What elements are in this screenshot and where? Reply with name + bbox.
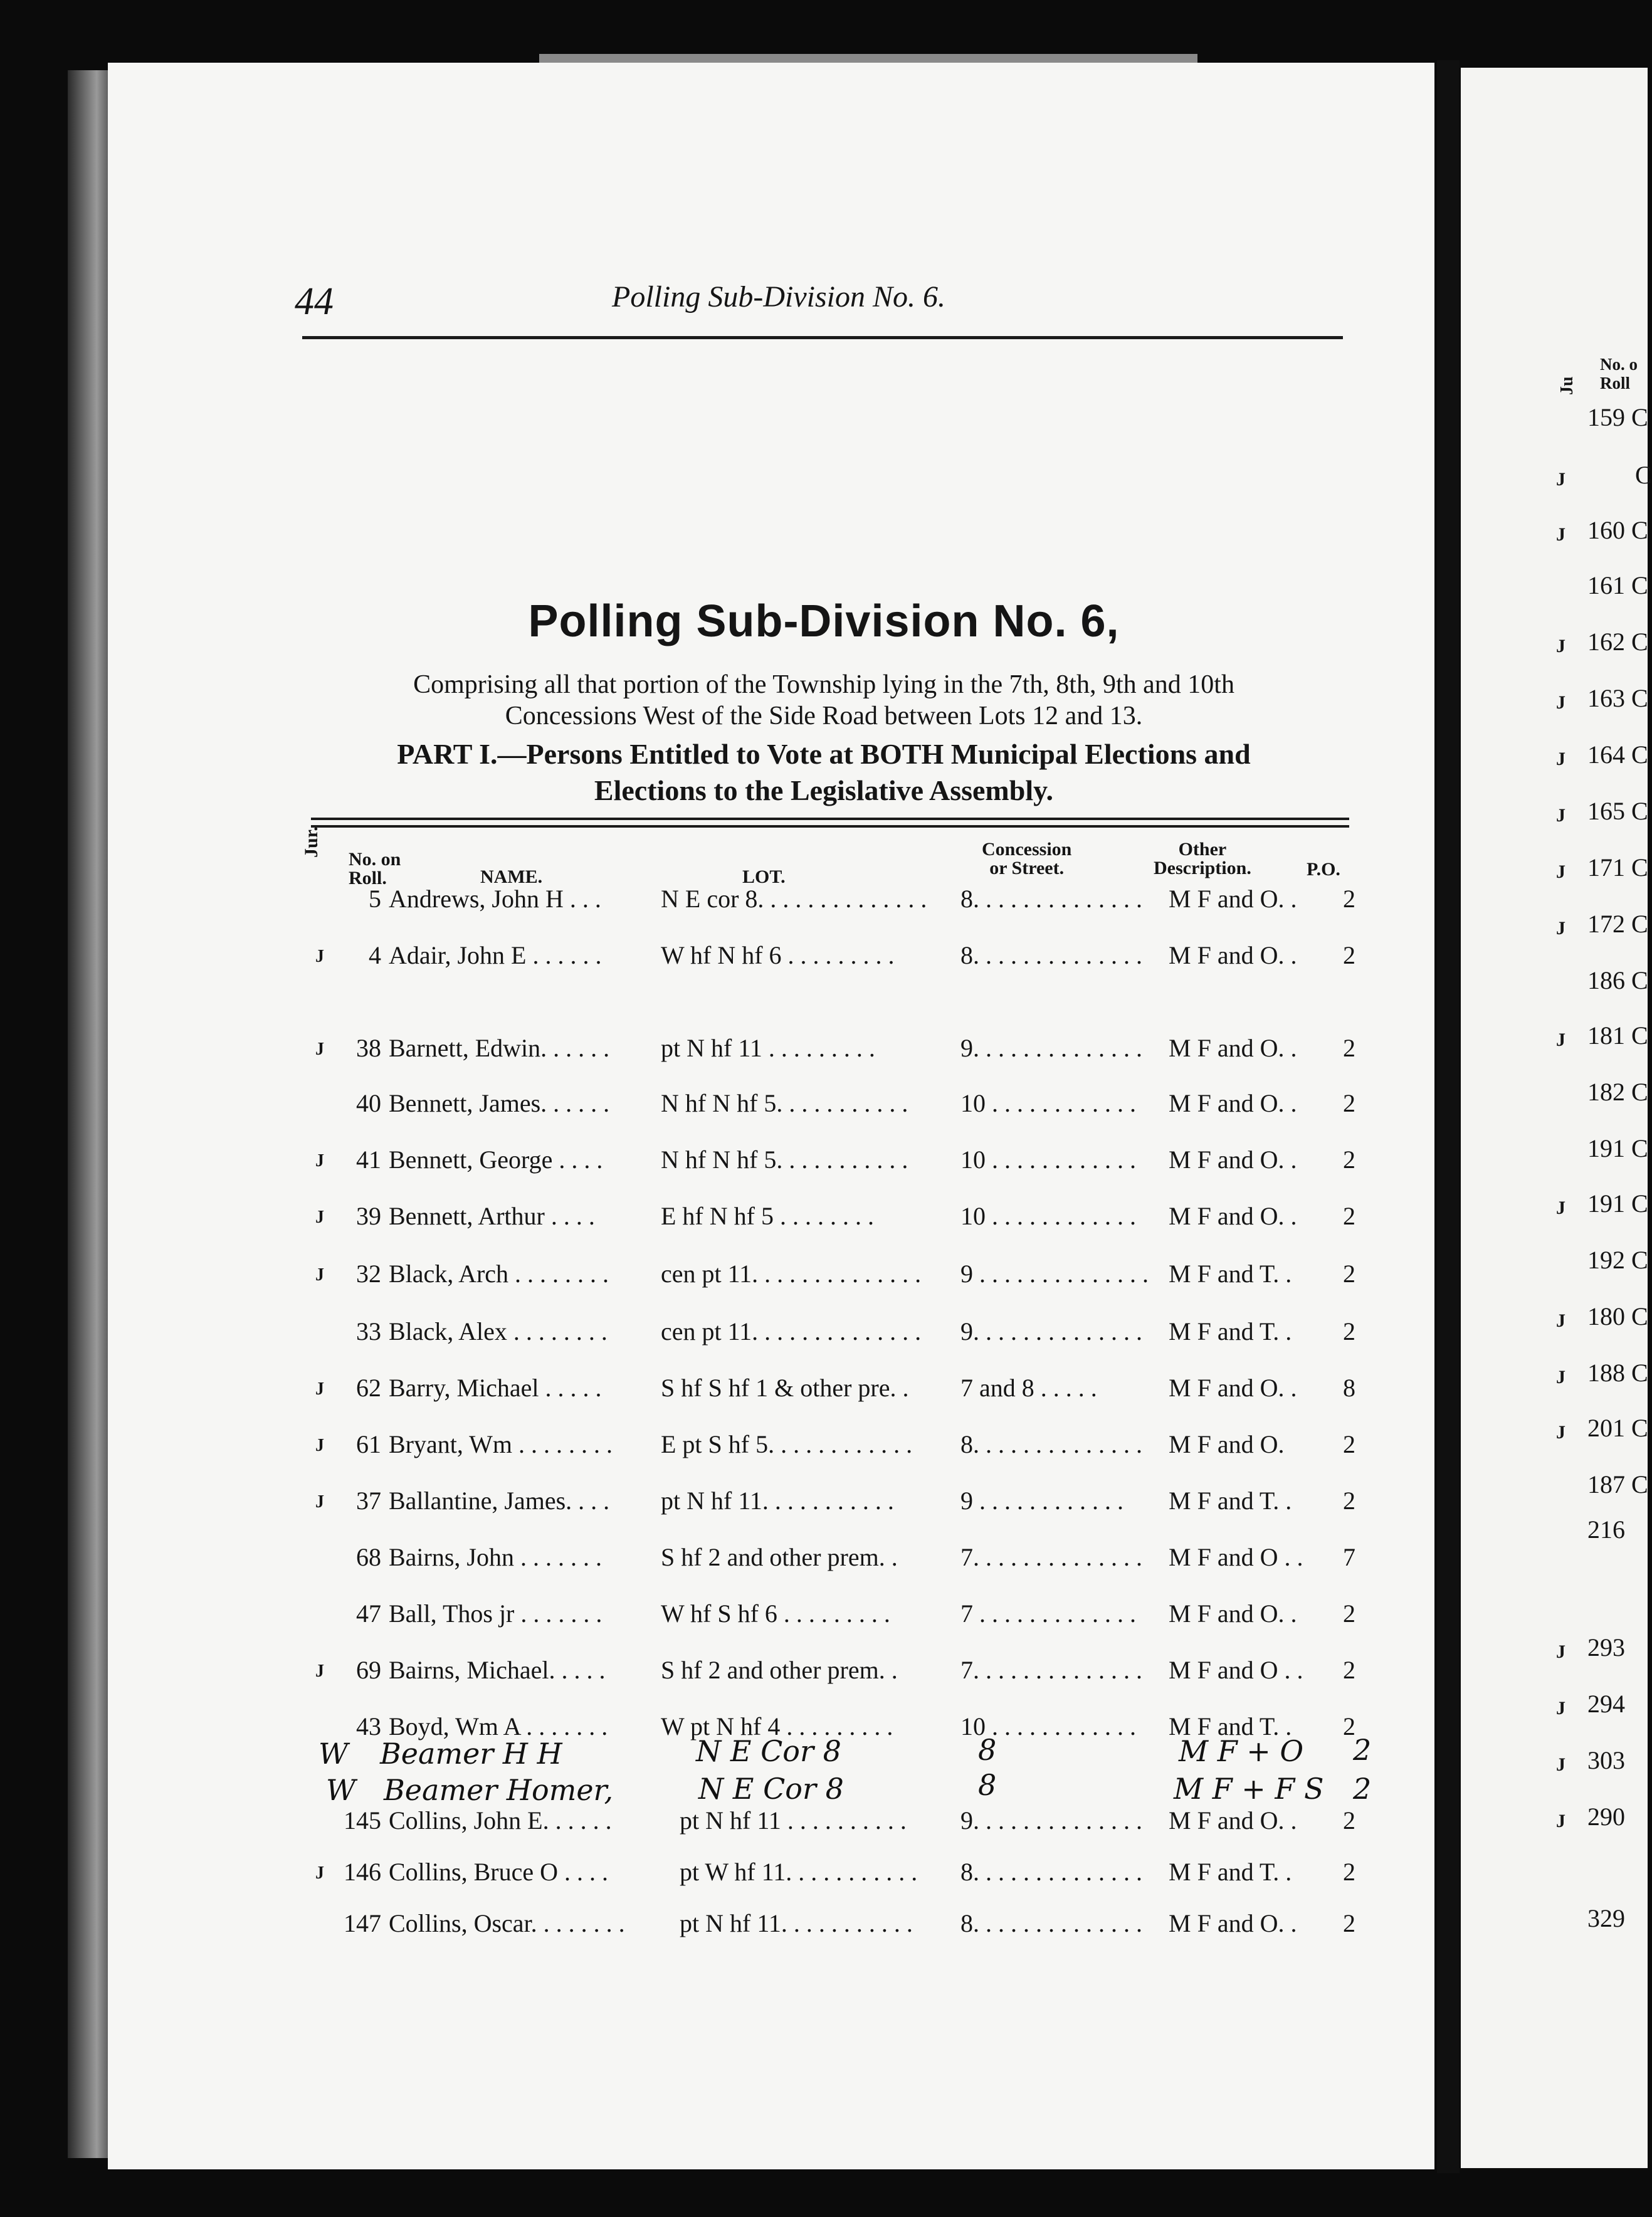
handwritten-lot: N E Cor 8 <box>698 1772 844 1806</box>
other-description: M F and T. . <box>1169 1487 1292 1515</box>
concession: 8. . . . . . . . . . . . . . <box>960 1909 1142 1937</box>
facing-roll-number: 182 C <box>1587 1078 1648 1106</box>
facing-jurisdiction-mark: J <box>1556 1422 1565 1443</box>
voter-name: Black, Alex . . . . . . . . <box>389 1317 608 1345</box>
facing-roll-number: 159 C <box>1587 403 1648 431</box>
jurisdiction-mark: J <box>315 1040 324 1059</box>
other-description: M F and O. <box>1169 1430 1285 1458</box>
facing-jurisdiction-mark: J <box>1556 1198 1565 1218</box>
other-description: M F and O. . <box>1169 885 1297 913</box>
facing-roll-number: 290 <box>1587 1803 1625 1831</box>
facing-roll-number: 164 C <box>1587 740 1648 769</box>
facing-jurisdiction-mark: J <box>1556 1310 1565 1331</box>
jurisdiction-mark: J <box>315 1379 324 1399</box>
facing-roll-number: 303 <box>1587 1746 1625 1774</box>
concession: 9. . . . . . . . . . . . . . <box>960 1317 1142 1345</box>
voter-name: Barnett, Edwin. . . . . . <box>389 1034 610 1062</box>
post-office: 2 <box>1343 941 1355 969</box>
facing-roll-number: 191 C <box>1587 1189 1648 1218</box>
concession: 9 . . . . . . . . . . . . . . <box>960 1260 1149 1288</box>
concession: 8. . . . . . . . . . . . . . <box>960 1430 1142 1458</box>
facing-roll-number: 161 C <box>1587 571 1648 599</box>
lot-description: N E cor 8. . . . . . . . . . . . . . <box>661 885 927 913</box>
voter-name: Bennett, Arthur . . . . <box>389 1202 595 1230</box>
roll-number: 68 <box>356 1543 381 1571</box>
other-description: M F and T. . <box>1169 1260 1292 1288</box>
facing-roll-number: 162 C <box>1587 628 1648 656</box>
handwritten-concession: 8 <box>978 1733 997 1767</box>
facing-roll-number: 171 C <box>1587 853 1648 882</box>
facing-jurisdiction-mark: J <box>1556 1754 1565 1775</box>
jurisdiction-mark: J <box>315 1208 324 1227</box>
facing-roll-number: 187 C <box>1587 1470 1648 1498</box>
lot-description: S hf 2 and other prem. . <box>661 1543 898 1571</box>
handwritten-description: M F + O <box>1179 1734 1304 1768</box>
roll-number: 32 <box>356 1260 381 1288</box>
post-office: 2 <box>1343 1806 1355 1835</box>
facing-jurisdiction-mark: J <box>1556 1367 1565 1388</box>
handwritten-po: 2 <box>1353 1733 1372 1767</box>
post-office: 2 <box>1343 1599 1355 1628</box>
voter-name: Bennett, James. . . . . . <box>389 1089 610 1117</box>
facing-roll-number: 163 C <box>1587 684 1648 712</box>
facing-roll-number: 188 C <box>1587 1359 1648 1387</box>
lot-description: W hf S hf 6 . . . . . . . . . <box>661 1599 890 1628</box>
voter-name: Collins, Bruce O . . . . <box>389 1858 608 1886</box>
other-description: M F and O. . <box>1169 1374 1297 1402</box>
part-heading-line-1: PART I.—Persons Entitled to Vote at BOTH Municipal Elections and <box>397 738 1251 770</box>
other-description: M F and O. . <box>1169 1909 1297 1937</box>
voter-name: Adair, John E . . . . . . <box>389 941 602 969</box>
concession: 10 . . . . . . . . . . . . <box>960 1089 1136 1117</box>
post-office: 2 <box>1343 1858 1355 1886</box>
page-number: 44 <box>295 280 334 323</box>
concession: 7. . . . . . . . . . . . . . <box>960 1543 1142 1571</box>
other-description: M F and O. . <box>1169 1599 1297 1628</box>
roll-number: 5 <box>369 885 381 913</box>
other-description: M F and O. . <box>1169 1806 1297 1835</box>
running-title: Polling Sub-Division No. 6. <box>612 280 945 313</box>
facing-jurisdiction-mark: J <box>1556 749 1565 769</box>
roll-number: 61 <box>356 1430 381 1458</box>
book-spine-edge <box>68 70 109 2158</box>
post-office: 2 <box>1343 1317 1355 1345</box>
post-office: 2 <box>1343 1202 1355 1230</box>
post-office: 2 <box>1343 1430 1355 1458</box>
voter-name: Ball, Thos jr . . . . . . . <box>389 1599 602 1628</box>
lot-description: N hf N hf 5. . . . . . . . . . . <box>661 1145 908 1174</box>
facing-jurisdiction-mark: J <box>1556 918 1565 939</box>
jurisdiction-mark: J <box>315 1151 324 1171</box>
roll-number: 145 <box>344 1806 381 1835</box>
facing-jurisdiction-mark: J <box>1556 469 1565 490</box>
lot-description: S hf 2 and other prem. . <box>661 1656 898 1684</box>
concession: 10 . . . . . . . . . . . . <box>960 1712 1136 1740</box>
concession: 9. . . . . . . . . . . . . . <box>960 1034 1142 1062</box>
jurisdiction-mark: J <box>315 1661 324 1681</box>
jurisdiction-mark: J <box>315 1265 324 1285</box>
handwritten-description: M F + F S <box>1174 1772 1324 1806</box>
other-description: M F and T. . <box>1169 1858 1292 1886</box>
facing-roll-number: 216 <box>1587 1515 1625 1544</box>
lot-description: pt N hf 11. . . . . . . . . . . <box>680 1909 913 1937</box>
facing-jurisdiction-mark: J <box>1556 636 1565 656</box>
voter-name: Bennett, George . . . . <box>389 1145 603 1174</box>
facing-roll-number: 293 <box>1587 1633 1625 1661</box>
voter-name: Andrews, John H . . . <box>389 885 601 913</box>
name-column-header: NAME. <box>480 866 543 887</box>
concession: 10 . . . . . . . . . . . . <box>960 1202 1136 1230</box>
lot-description: N hf N hf 5. . . . . . . . . . . <box>661 1089 908 1117</box>
voter-name: Black, Arch . . . . . . . . <box>389 1260 609 1288</box>
voter-name: Collins, Oscar. . . . . . . . <box>389 1909 625 1937</box>
concession: 8. . . . . . . . . . . . . . <box>960 885 1142 913</box>
lot-description: cen pt 11. . . . . . . . . . . . . . <box>661 1317 922 1345</box>
facing-roll-number: 181 C <box>1587 1021 1648 1050</box>
facing-jurisdiction-mark: J <box>1556 1698 1565 1719</box>
post-office: 2 <box>1343 1260 1355 1288</box>
lot-column-header: LOT. <box>742 866 786 887</box>
facing-roll-number: 191 C <box>1587 1134 1648 1162</box>
handwritten-mark: W <box>318 1737 349 1771</box>
comprising-line-2: Concessions West of the Side Road between Lots 12 and 13. <box>505 702 1143 730</box>
jur-column-header: Jur. <box>301 826 322 858</box>
post-office: 2 <box>1343 1145 1355 1174</box>
facing-roll-number: C <box>1635 461 1652 489</box>
handwritten-name: Beamer H H <box>380 1737 562 1771</box>
facing-jurisdiction-mark: J <box>1556 524 1565 545</box>
facing-jur-header: Ju <box>1557 376 1577 395</box>
post-office: 8 <box>1343 1374 1355 1402</box>
other-description: M F and O. . <box>1169 1145 1297 1174</box>
facing-jurisdiction-mark: J <box>1556 805 1565 826</box>
voter-name: Bairns, Michael. . . . . <box>389 1656 606 1684</box>
table-top-rule <box>311 818 1349 820</box>
facing-roll-header: No. o Roll <box>1600 355 1638 392</box>
post-office: 2 <box>1343 1034 1355 1062</box>
post-office: 7 <box>1343 1543 1355 1571</box>
roll-number: 38 <box>356 1034 381 1062</box>
roll-number: 62 <box>356 1374 381 1402</box>
jurisdiction-mark: J <box>315 1492 324 1512</box>
other-description: M F and T. . <box>1169 1317 1292 1345</box>
concession: 9. . . . . . . . . . . . . . <box>960 1806 1142 1835</box>
post-office: 2 <box>1343 1487 1355 1515</box>
other-description: M F and O. . <box>1169 1202 1297 1230</box>
facing-roll-number: 186 C <box>1587 966 1648 994</box>
lot-description: pt N hf 11 . . . . . . . . . <box>661 1034 875 1062</box>
facing-roll-number: 329 <box>1587 1904 1625 1932</box>
other-description: M F and T. . <box>1169 1712 1292 1740</box>
part-heading-line-2: Elections to the Legislative Assembly. <box>594 774 1054 806</box>
facing-roll-number: 172 C <box>1587 910 1648 938</box>
voter-name: Barry, Michael . . . . . <box>389 1374 602 1402</box>
facing-jurisdiction-mark: J <box>1556 692 1565 713</box>
concession: 7. . . . . . . . . . . . . . <box>960 1656 1142 1684</box>
concession: 8. . . . . . . . . . . . . . <box>960 1858 1142 1886</box>
jurisdiction-mark: J <box>315 1436 324 1455</box>
lot-description: cen pt 11. . . . . . . . . . . . . . <box>661 1260 922 1288</box>
other-description: M F and O. . <box>1169 1034 1297 1062</box>
roll-number: 39 <box>356 1202 381 1230</box>
voter-name: Bairns, John . . . . . . . <box>389 1543 602 1571</box>
concession: 8. . . . . . . . . . . . . . <box>960 941 1142 969</box>
lot-description: pt N hf 11. . . . . . . . . . . <box>661 1487 894 1515</box>
section-title: Polling Sub-Division No. 6, <box>528 596 1120 646</box>
concession-column-header: Concession or Street. <box>982 839 1072 878</box>
roll-number: 146 <box>344 1858 381 1886</box>
post-office: 2 <box>1343 1089 1355 1117</box>
lot-description: W pt N hf 4 . . . . . . . . . <box>661 1712 893 1740</box>
comprising-line-1: Comprising all that portion of the Township lying in the 7th, 8th, 9th and 10th <box>413 670 1234 699</box>
page-gutter <box>1437 60 1460 2173</box>
voter-name: Ballantine, James. . . . <box>389 1487 610 1515</box>
voter-name: Boyd, Wm A . . . . . . . <box>389 1712 608 1740</box>
lot-description: pt W hf 11. . . . . . . . . . . <box>680 1858 918 1886</box>
roll-number: 69 <box>356 1656 381 1684</box>
jurisdiction-mark: J <box>315 947 324 966</box>
roll-number: 37 <box>356 1487 381 1515</box>
post-office: 2 <box>1343 885 1355 913</box>
handwritten-po: 2 <box>1353 1772 1372 1806</box>
table-top-rule-2 <box>311 825 1349 828</box>
handwritten-name: Beamer Homer, <box>384 1773 614 1807</box>
header-rule <box>302 336 1343 339</box>
roll-number: 47 <box>356 1599 381 1628</box>
roll-number: 147 <box>344 1909 381 1937</box>
roll-number: 40 <box>356 1089 381 1117</box>
handwritten-lot: N E Cor 8 <box>696 1734 841 1768</box>
facing-roll-number: 294 <box>1587 1690 1625 1718</box>
other-description: M F and O . . <box>1169 1656 1303 1684</box>
post-office: 2 <box>1343 1712 1355 1740</box>
lot-description: E pt S hf 5. . . . . . . . . . . . <box>661 1430 913 1458</box>
other-description: M F and O . . <box>1169 1543 1303 1571</box>
lot-description: E hf N hf 5 . . . . . . . . <box>661 1202 874 1230</box>
voter-name: Collins, John E. . . . . . <box>389 1806 612 1835</box>
other-description-column-header: Other Description. <box>1154 839 1251 878</box>
other-description: M F and O. . <box>1169 1089 1297 1117</box>
roll-number: 41 <box>356 1145 381 1174</box>
po-column-header: P.O. <box>1307 859 1340 880</box>
facing-roll-number: 201 C <box>1587 1414 1648 1442</box>
roll-column-header: No. on Roll. <box>349 849 401 888</box>
facing-roll-number: 165 C <box>1587 797 1648 825</box>
lot-description: pt N hf 11 . . . . . . . . . . <box>680 1806 907 1835</box>
facing-roll-number: 160 C <box>1587 516 1648 544</box>
lot-description: S hf S hf 1 & other pre. . <box>661 1374 909 1402</box>
voter-name: Bryant, Wm . . . . . . . . <box>389 1430 613 1458</box>
roll-number: 4 <box>369 941 381 969</box>
other-description: M F and O. . <box>1169 941 1297 969</box>
concession: 9 . . . . . . . . . . . . <box>960 1487 1123 1515</box>
facing-roll-number: 180 C <box>1587 1302 1648 1330</box>
roll-number: 33 <box>356 1317 381 1345</box>
jurisdiction-mark: J <box>315 1863 324 1883</box>
lot-description: W hf N hf 6 . . . . . . . . . <box>661 941 895 969</box>
facing-roll-number: 192 C <box>1587 1246 1648 1274</box>
concession: 10 . . . . . . . . . . . . <box>960 1145 1136 1174</box>
facing-jurisdiction-mark: J <box>1556 1811 1565 1831</box>
handwritten-mark: W <box>326 1773 356 1807</box>
roll-number: 43 <box>356 1712 381 1740</box>
facing-jurisdiction-mark: J <box>1556 1030 1565 1050</box>
concession: 7 . . . . . . . . . . . . . <box>960 1599 1136 1628</box>
post-office: 2 <box>1343 1656 1355 1684</box>
facing-jurisdiction-mark: J <box>1556 1641 1565 1662</box>
concession: 7 and 8 . . . . . <box>960 1374 1097 1402</box>
post-office: 2 <box>1343 1909 1355 1937</box>
facing-jurisdiction-mark: J <box>1556 861 1565 882</box>
handwritten-concession: 8 <box>978 1768 997 1802</box>
